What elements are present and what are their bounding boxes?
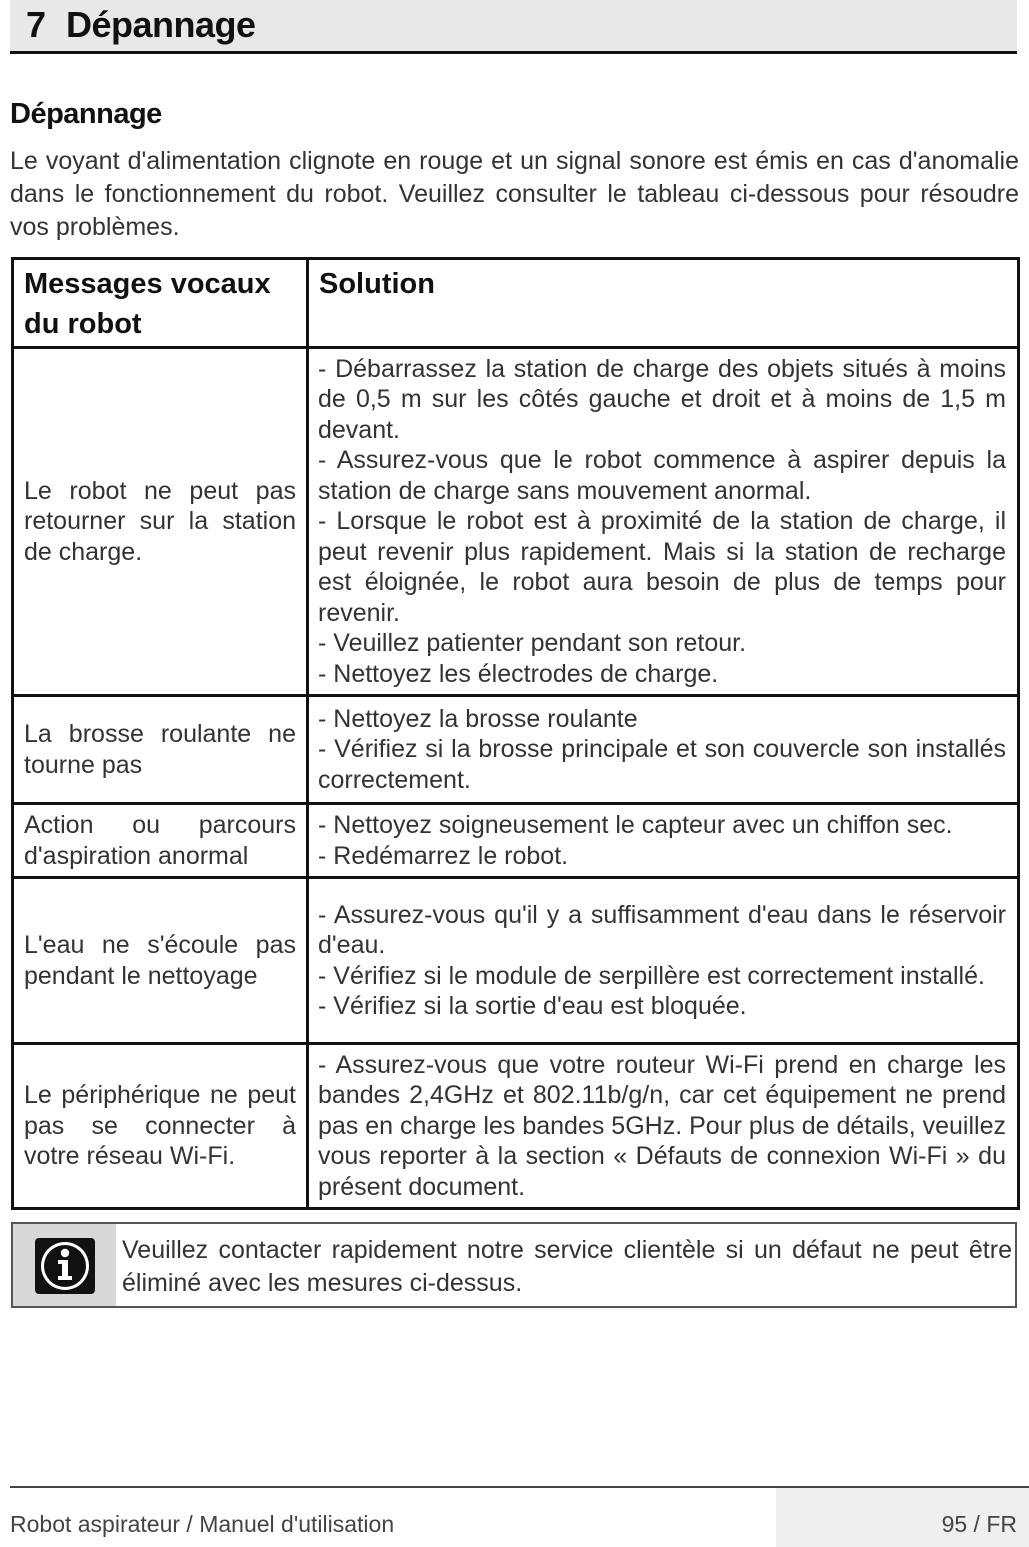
solution-line: - Nettoyez la brosse roulante	[318, 704, 638, 733]
row-message: Le robot ne peut pas retourner sur la station de charge.	[13, 348, 308, 696]
info-icon	[35, 1238, 95, 1294]
solution-line: - Vérifiez si le module de serpillère est correctement installé.	[318, 961, 985, 990]
footer-page-number: 95 / FR	[941, 1511, 1017, 1537]
row-solution	[308, 1044, 1019, 1209]
row-solution	[308, 804, 1019, 878]
chapter-number: 7	[26, 4, 46, 45]
solution-line: - Redémarrez le robot.	[318, 841, 569, 870]
solution-line: - Lorsque le robot est à proximité de la station de charge, il peut revenir plus rapidement. Mais si la station de recharge est éloignée, le robot aura besoin de plus de temps pour revenir.	[318, 507, 1006, 627]
table-row	[13, 1044, 1019, 1209]
row-solution	[308, 348, 1019, 696]
chapter-header	[10, 0, 1017, 54]
info-note	[11, 1222, 1017, 1308]
solution-line: - Assurez-vous que le robot commence à aspirer depuis la station de charge sans mouvement anormal.	[318, 446, 1006, 505]
footer-document-title: Robot aspirateur / Manuel d'utilisation	[10, 1511, 395, 1537]
table-row	[13, 878, 1019, 1044]
solution-line: - Vérifiez si la sortie d'eau est bloquée.	[318, 992, 747, 1020]
table-row	[13, 804, 1019, 878]
header-messages: Messages vocaux du robot	[13, 259, 308, 348]
header-solution: Solution	[308, 259, 1019, 348]
troubleshooting-table	[11, 257, 1020, 1210]
intro-paragraph: Le voyant d'alimentation clignote en rouge et un signal sonore est émis en cas d'anomalie dans le fonctionnement du robot. Veuillez consulter le tableau ci-dessous pour résoudre vos problèmes.	[10, 147, 1019, 241]
row-message: Le périphérique ne peut pas se connecter à votre réseau Wi-Fi.	[13, 1044, 308, 1209]
solution-line: - Assurez-vous que votre routeur Wi-Fi prend en charge les bandes 2,4GHz et 802.11b/g/n, car cet équipement ne prend pas en charge les bandes 5GHz. Pour plus de détails, veuillez vous reporter à la section « Défauts de connexion Wi-Fi » du présent document.	[318, 1050, 1006, 1201]
table-row	[13, 348, 1019, 696]
solution-line: - Vérifiez si la brosse principale et son couvercle son installés correctement.	[318, 735, 1006, 794]
solution-line: - Nettoyez les électrodes de charge.	[318, 659, 719, 688]
row-solution	[308, 878, 1019, 1044]
row-message: Action ou parcours d'aspiration anormal	[13, 804, 308, 878]
solution-line: - Assurez-vous qu'il y a suffisamment d'eau dans le réservoir d'eau.	[318, 900, 1006, 959]
solution-line: - Nettoyez soigneusement le capteur avec un chiffon sec.	[318, 811, 953, 839]
info-icon-box	[13, 1224, 116, 1306]
row-solution	[308, 696, 1019, 804]
chapter-title: Dépannage	[66, 4, 256, 45]
row-message: L'eau ne s'écoule pas pendant le nettoyage	[13, 878, 308, 1044]
table-row	[13, 696, 1019, 804]
section-title: Dépannage	[10, 98, 162, 130]
solution-line: - Débarrassez la station de charge des objets situés à moins de 0,5 m sur les côtés gauche et droit et à moins de 1,5 m devant.	[318, 354, 1006, 444]
row-message: La brosse roulante ne tourne pas	[13, 696, 308, 804]
solution-line: - Veuillez patienter pendant son retour.	[318, 629, 747, 658]
note-text: Veuillez contacter rapidement notre service clientèle si un défaut ne peut être éliminé avec les mesures ci-dessus.	[122, 1236, 1012, 1297]
